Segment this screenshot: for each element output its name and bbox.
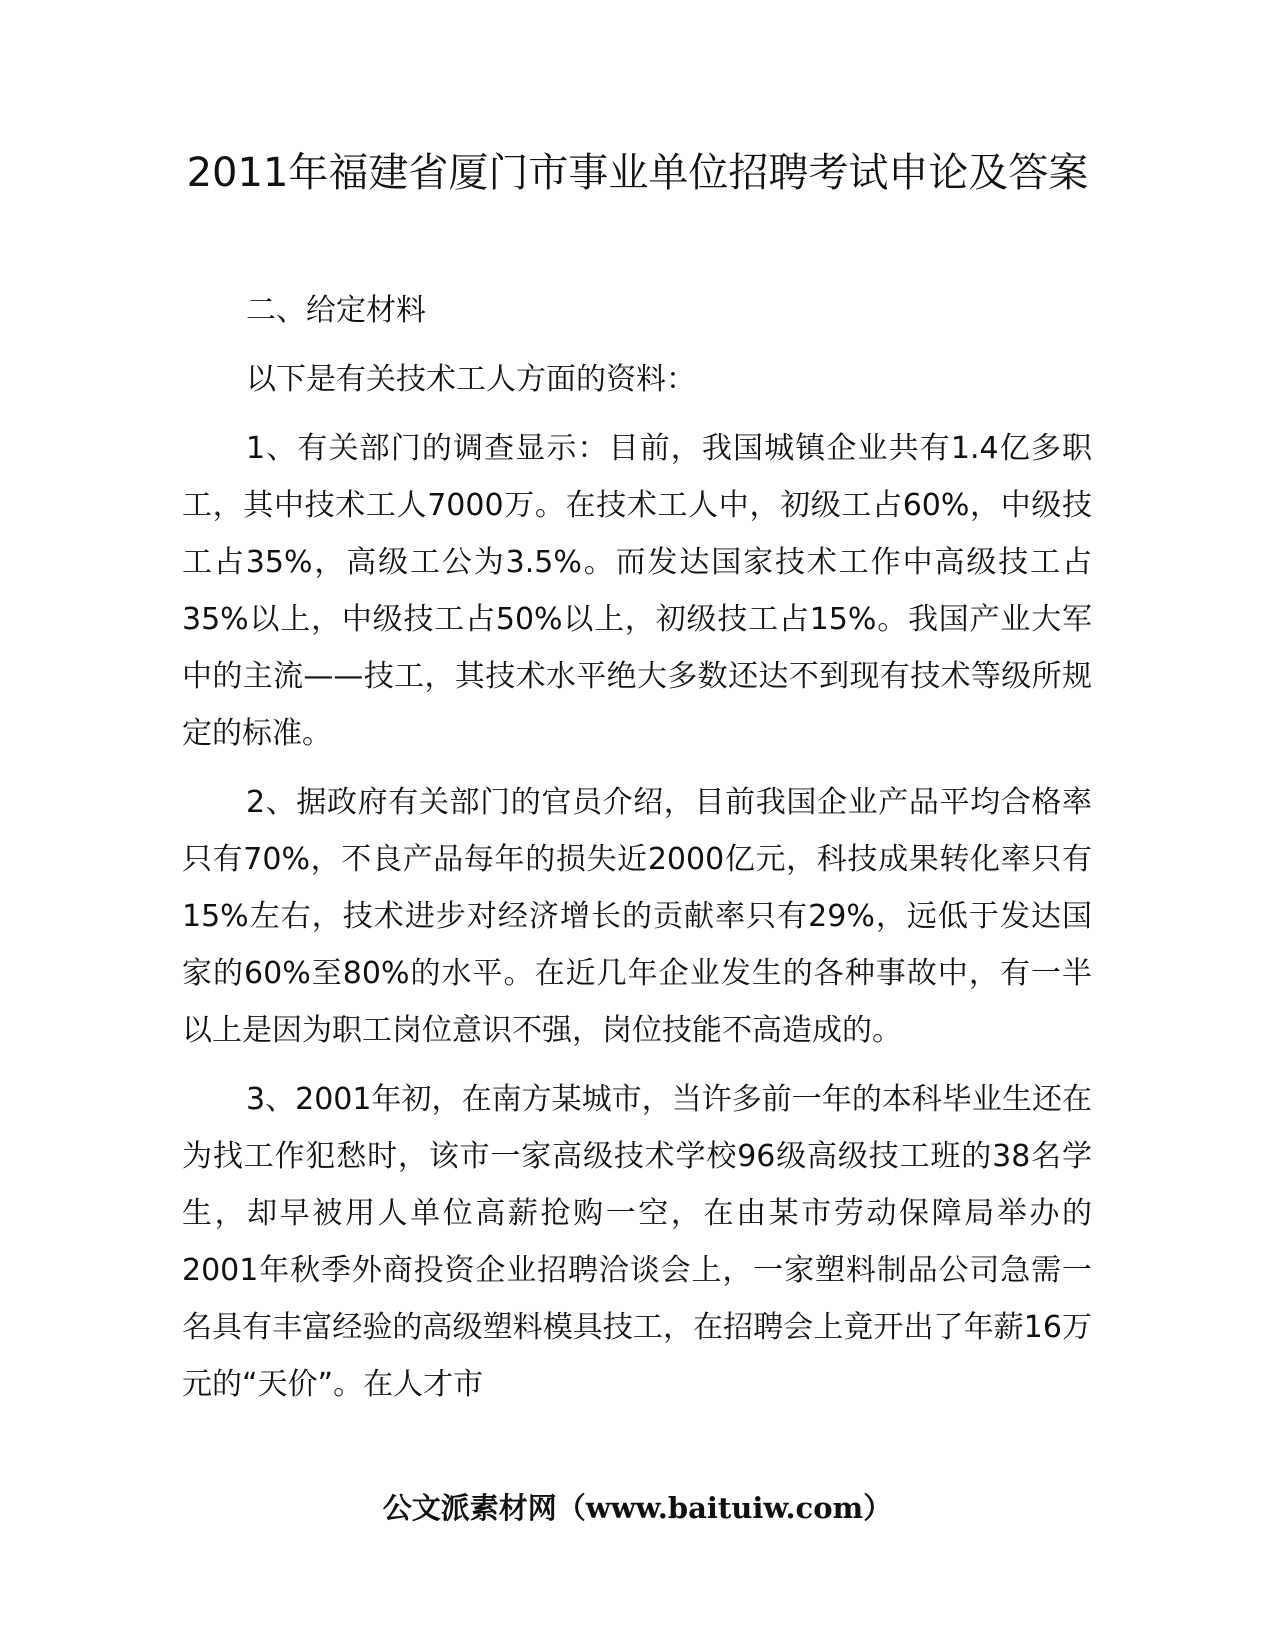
page-footer: 公文派素材网（www.baituiw.com） [382,1491,893,1525]
material-paragraph-2: 2、据政府有关部门的官员介绍，目前我国企业产品平均合格率只有70%，不良产品每年的损失近2000亿元，科技成果转化率只有15%左右，技术进步对经济增长的贡献率只有29%，远低于发达国家的60%至80%的水平。在近几年企业发生的各种事故中，有一半以上是因为职工岗位意识不强，岗位技能不高造成的。 [182,785,1092,1048]
document-title: 2011年福建省厦门市事业单位招聘考试申论及答案 [186,150,1089,196]
section-heading: 二、给定材料 [246,293,426,328]
material-paragraph-1: 1、有关部门的调查显示：目前，我国城镇企业共有1.4亿多职工，其中技术工人7000万。在技术工人中，初级工占60%，中级技工占35%，高级工公为3.5%。而发达国家技术工作中高级技工占35%以上，中级技工占50%以上，初级技工占15%。我国产业大军中的主流——技工，其技术水平绝大多数还达不到现有技术等级所规定的标准。 [182,431,1092,751]
document-body [182,282,1092,1425]
material-paragraph-3: 3、2001年初，在南方某城市，当许多前一年的本科毕业生还在为找工作犯愁时，该市一家高级技术学校96级高级技工班的38名学生，却早被用人单位高薪抢购一空，在由某市劳动保障局举办的2001年秋季外商投资企业招聘洽谈会上，一家塑料制品公司急需一名具有丰富经验的高级塑料模具技工，在招聘会上竟开出了年薪16万元的“天价”。在人才市 [182,1082,1092,1402]
intro-paragraph: 以下是有关技术工人方面的资料： [246,362,696,397]
